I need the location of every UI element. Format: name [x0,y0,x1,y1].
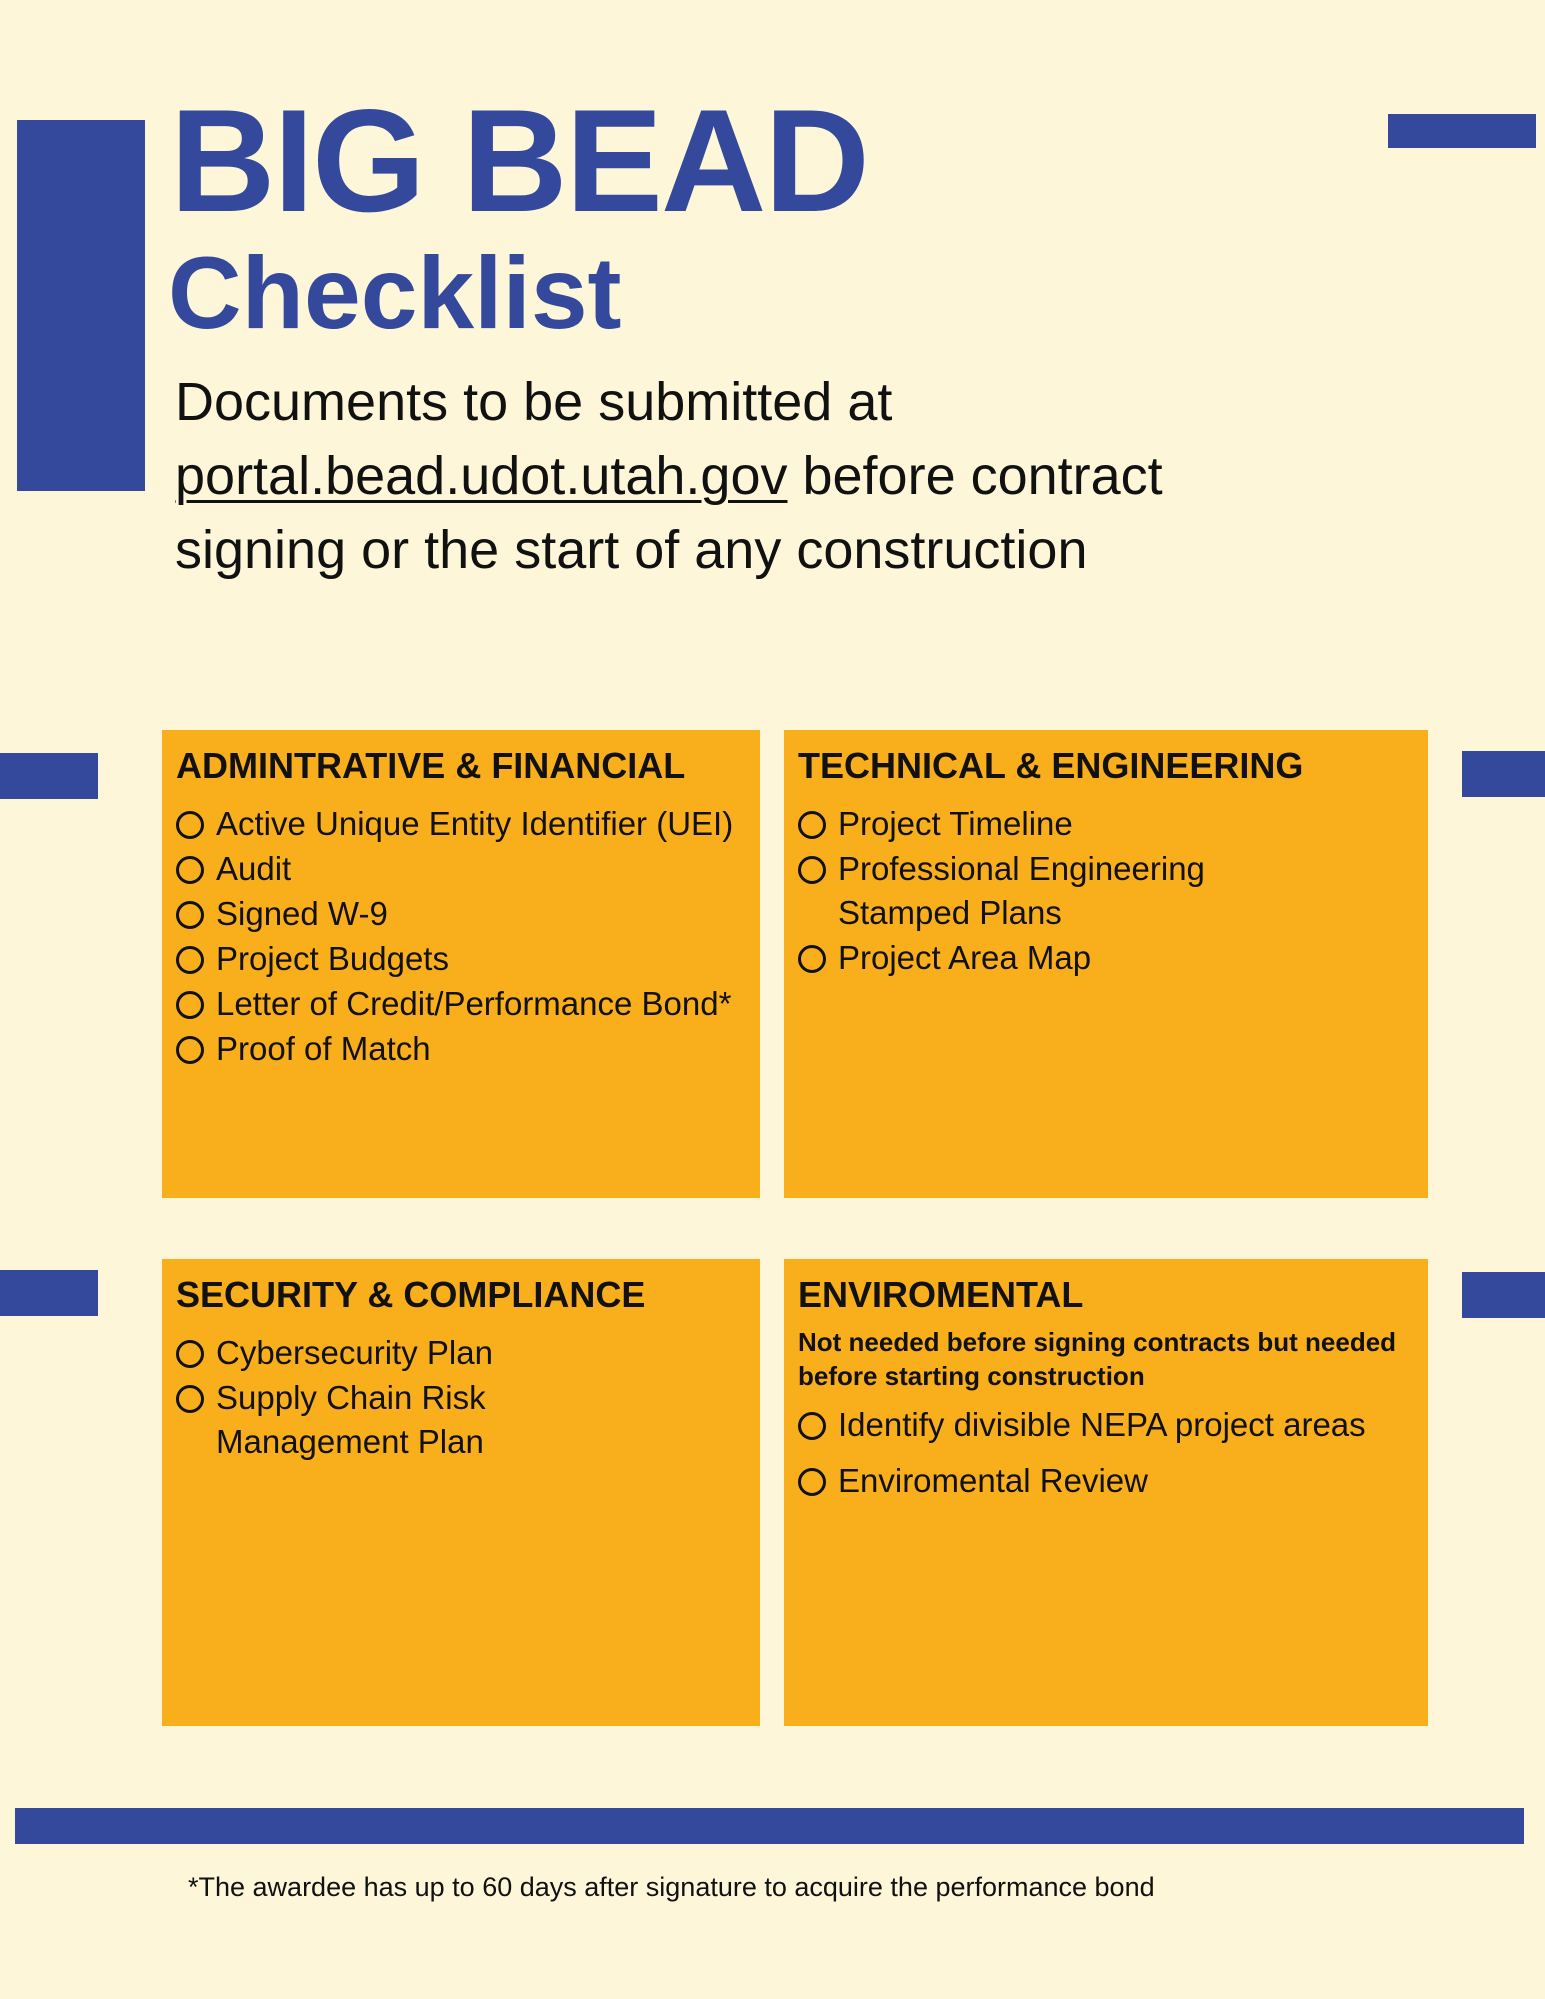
intro-text-end: before contract signing or the start of any construction [175,446,1163,580]
checklist-item-label: Supply Chain Risk Management Plan [216,1379,486,1460]
checkbox-circle-icon[interactable] [176,856,204,884]
page-title: BIG BEAD [170,79,868,242]
checklist-item-label: Signed W-9 [216,895,388,932]
checklist-item[interactable] [798,847,1414,935]
decorative-bar-right-lower [1462,1272,1545,1318]
panel-note: Not needed before signing contracts but needed before starting construction [798,1327,1397,1391]
checklist-item[interactable] [798,1459,1414,1503]
panel-title: ENVIROMENTAL [798,1274,1084,1315]
decorative-bar-left-upper [0,753,98,799]
decorative-bar-left-lower [0,1270,98,1316]
checklist [798,1403,1414,1503]
checkbox-circle-icon[interactable] [176,1385,204,1413]
checklist-item-label: Project Area Map [838,939,1092,976]
panel-security-compliance [162,1259,760,1726]
checklist-item[interactable] [176,892,746,936]
panel-title: ADMINTRATIVE & FINANCIAL [176,745,686,786]
checkbox-circle-icon[interactable] [798,1412,826,1440]
panel-environmental [784,1259,1428,1726]
checklist [176,802,746,1071]
decorative-bar-bottom [15,1808,1524,1844]
checklist [176,1331,746,1464]
footnote: *The awardee has up to 60 days after signature to acquire the performance bond [188,1872,1155,1902]
checkbox-circle-icon[interactable] [176,1340,204,1368]
checkbox-circle-icon[interactable] [176,901,204,929]
panel-title: TECHNICAL & ENGINEERING [798,745,1304,786]
page-subtitle: Checklist [168,236,622,350]
intro-text [175,365,1325,587]
checklist-item-label: Letter of Credit/Performance Bond* [216,985,732,1022]
checklist-item[interactable] [176,1331,746,1375]
checklist-item-label: Enviromental Review [838,1462,1148,1499]
decorative-bar-top-right [1388,114,1536,148]
checkbox-circle-icon[interactable] [798,811,826,839]
checklist-item-label: Project Budgets [216,940,449,977]
panel-title: SECURITY & COMPLIANCE [176,1274,646,1315]
checklist-item-label: Active Unique Entity Identifier (UEI) [216,805,734,842]
checkbox-circle-icon[interactable] [176,1036,204,1064]
checklist-item[interactable] [176,1027,746,1071]
decorative-bar-left-tall [17,120,145,491]
checklist-item[interactable] [798,802,1414,846]
checklist-item[interactable] [176,802,746,846]
decorative-bar-right-upper [1462,751,1545,797]
checklist-item-label: Cybersecurity Plan [216,1334,493,1371]
checklist-item[interactable] [798,936,1414,980]
checkbox-circle-icon[interactable] [798,1468,826,1496]
portal-link[interactable]: portal.bead.udot.utah.gov [175,446,788,506]
checklist [798,802,1414,980]
checkbox-circle-icon[interactable] [176,991,204,1019]
checkbox-circle-icon[interactable] [176,946,204,974]
checkbox-circle-icon[interactable] [798,856,826,884]
checklist-item-label: Proof of Match [216,1030,431,1067]
checklist-item-label: Identify divisible NEPA project areas [838,1406,1366,1443]
checkbox-circle-icon[interactable] [798,945,826,973]
checkbox-circle-icon[interactable] [176,811,204,839]
panel-technical-engineering [784,730,1428,1198]
checklist-item[interactable] [176,1376,746,1464]
intro-text-start: Documents to be submitted at [175,372,893,432]
checklist-item[interactable] [176,937,746,981]
checklist-item-label: Professional Engineering Stamped Plans [838,850,1205,931]
panel-administrative-financial [162,730,760,1198]
checklist-item[interactable] [176,847,746,891]
checklist-item[interactable] [798,1403,1414,1447]
checklist-item[interactable] [176,982,746,1026]
checklist-item-label: Audit [216,850,292,887]
checklist-item-label: Project Timeline [838,805,1073,842]
